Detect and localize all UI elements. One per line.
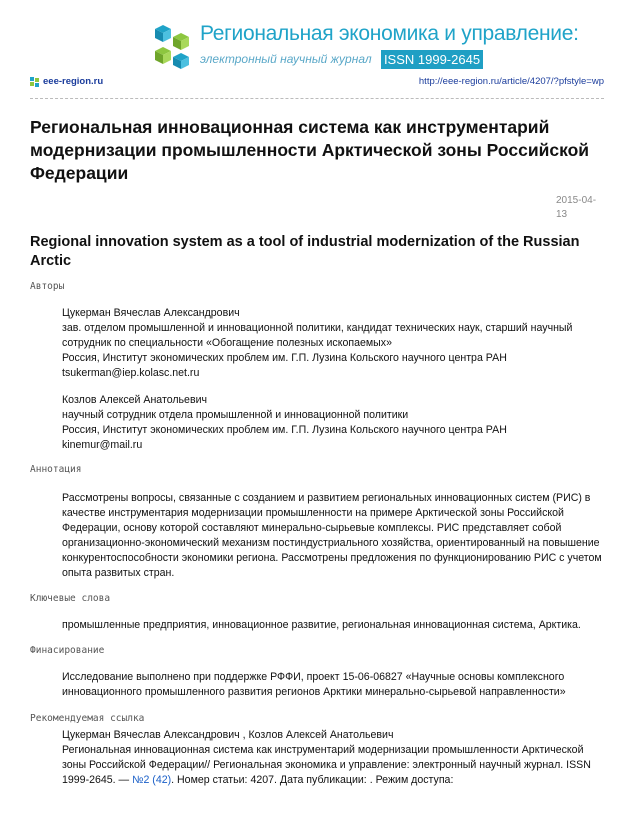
funding-label: Финасирование xyxy=(30,645,105,656)
author-name: Козлов Алексей Анатольевич xyxy=(62,394,208,406)
article-title-en: Regional innovation system as a tool of industrial modernization of the Russian Arctic xyxy=(30,234,580,269)
author-email: kinemur@mail.ru xyxy=(62,439,143,451)
citation-block xyxy=(62,728,602,788)
author-organization: Россия, Институт экономических проблем им. Г.П. Лузина Кольского научного центра РАН xyxy=(62,352,507,364)
issue-link[interactable]: №2 (42) xyxy=(132,774,172,786)
article-title-ru: Региональная инновационная система как инструментарий модернизации промышленности Арктической зоны Российской Федерации xyxy=(30,117,590,183)
top-link-row xyxy=(30,76,604,90)
author-card xyxy=(62,393,602,453)
citation-label: Рекомендуемая ссылка xyxy=(30,713,145,724)
issn-badge: ISSN 1999-2645 xyxy=(381,50,483,69)
author-name: Цукерман Вячеслав Александрович xyxy=(62,307,240,319)
keywords-text: промышленные предприятия, инновационное развитие, региональная инновационная система, Арктика. xyxy=(62,619,581,631)
header-divider xyxy=(30,98,604,99)
journal-logo-icon xyxy=(151,25,193,69)
site-home-link[interactable] xyxy=(30,76,103,87)
citation-text xyxy=(62,743,602,788)
journal-subtitle: электронный научный журнал xyxy=(200,52,372,66)
citation-authors: Цукерман Вячеслав Александрович , Козлов Алексей Анатольевич xyxy=(62,729,394,741)
site-logo-icon xyxy=(30,77,40,87)
keywords-label: Ключевые слова xyxy=(30,593,111,604)
abstract-text: Рассмотрены вопросы, связанные с созданием и развитием региональных инновационных систем (РИС) в качестве инструментария модернизации промышленности на примере Арктической зоны Российской Федерации, основу которой составляют минерально-сырьевые комплексы. РИС представляет собой организационно-экономический механизм постиндустриального хозяйства, ориентированный на повышение конкурентоспособности экономики региона. Рассмотрены предложения по функционированию РИС с учетом опыта развитых стран. xyxy=(62,492,602,579)
citation-text-before: Региональная инновационная система как инструментарий модернизации промышленности Арктической зоны Российской Федерации// Региональная экономика и управление: электронный научный журнал. ISSN 1999-2645. — xyxy=(62,744,591,786)
author-organization: Россия, Институт экономических проблем им. Г.П. Лузина Кольского научного центра РАН xyxy=(62,424,507,436)
site-link-label: eee-region.ru xyxy=(43,76,104,87)
funding-text: Исследование выполнено при поддержке РФФИ, проект 15-06-06827 «Научные основы комплексного инновационного промышленного развития регионов Арктики минерально-сырьевой направленности» xyxy=(62,671,566,698)
author-position: зав. отделом промышленной и инновационной политики, кандидат технических наук, старший научный сотрудник по специальности «Обогащение полезных ископаемых» xyxy=(62,322,573,349)
article-url-link[interactable]: http://eee-region.ru/article/4207/?pfstyle=wp xyxy=(418,76,604,87)
author-email: tsukerman@iep.kolasc.net.ru xyxy=(62,367,200,379)
abstract-label: Аннотация xyxy=(30,464,82,475)
journal-masthead xyxy=(0,0,634,78)
author-position: научный сотрудник отдела промышленной и инновационной политики xyxy=(62,409,409,421)
citation-text-after: . Номер статьи: 4207. Дата публикации: . Режим доступа: xyxy=(171,774,454,786)
publication-date: 2015-04-13 xyxy=(556,195,597,220)
authors-label: Авторы xyxy=(30,281,65,292)
author-card xyxy=(62,306,602,381)
journal-title: Региональная экономика и управление: xyxy=(200,22,579,45)
